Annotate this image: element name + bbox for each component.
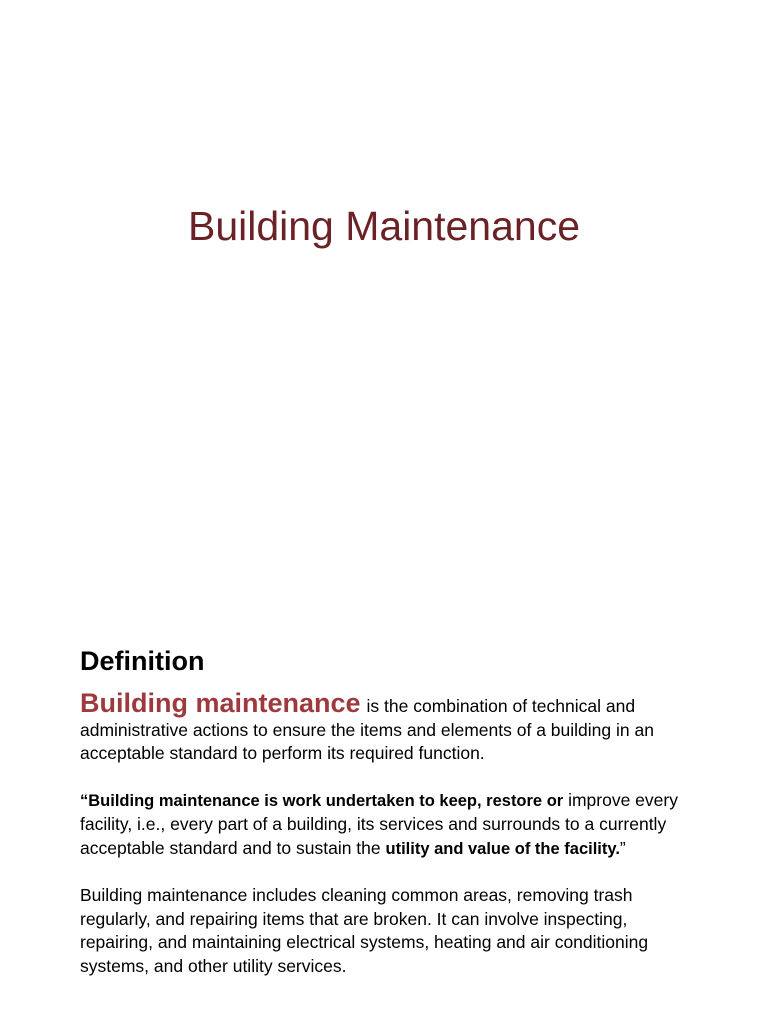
quote-bold-end: utility and value of the facility. — [385, 839, 620, 858]
quote-paragraph — [80, 789, 680, 862]
definition-text: is the combination of technical and administrative actions to ensure the items and elements of a building in an acceptable standard to perform its required function. — [80, 696, 654, 763]
definition-term: Building maintenance — [80, 688, 361, 718]
maintenance-paragraph: Building maintenance includes cleaning common areas, removing trash regularly, and repairing items that are broken. It can involve inspecting, repairing, and maintaining electrical systems, heating and air conditioning systems, and other utility services. — [80, 885, 649, 976]
quote-close: ” — [619, 837, 626, 858]
section-heading: Definition — [80, 646, 205, 676]
definition-section — [80, 644, 680, 978]
quote-middle: improve every facility, i.e., every part of a building, its services and surrounds to a currently acceptable standard and to sustain the — [80, 789, 678, 858]
quote-bold-start: “Building maintenance is work undertaken to keep, restore or — [80, 791, 564, 810]
definition-paragraph — [80, 688, 680, 766]
slide-title: Building Maintenance — [187, 203, 581, 249]
